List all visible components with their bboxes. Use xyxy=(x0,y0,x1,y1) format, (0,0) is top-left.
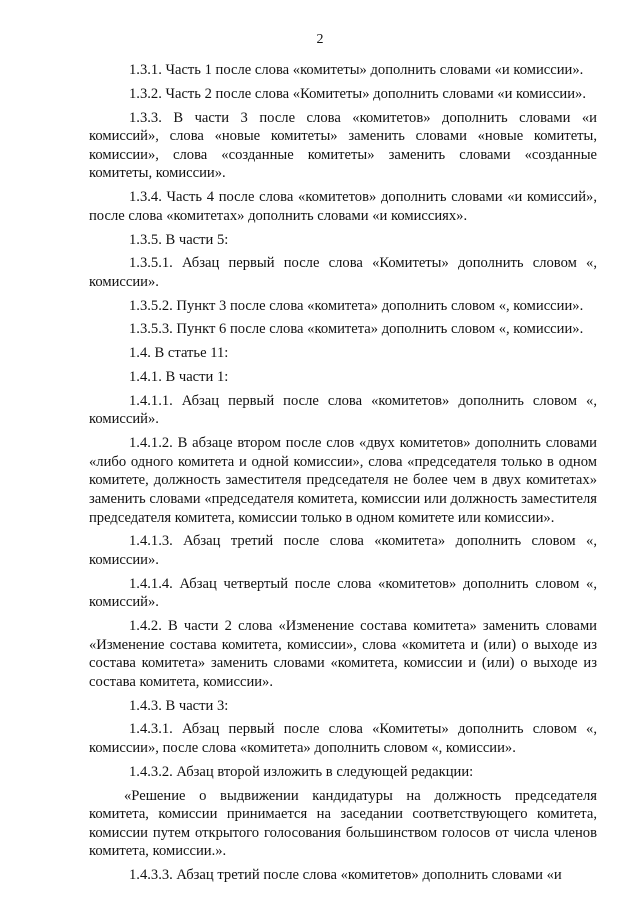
paragraph: 1.3.5.3. Пункт 6 после слова «комитета» дополнить словом «, комиссии». xyxy=(129,321,584,338)
paragraph: 1.3.5. В части 5: xyxy=(129,231,229,248)
paragraph: 1.4.3. В части 3: xyxy=(129,697,229,714)
paragraph: 1.4.3.2. Абзац второй изложить в следующей редакции: xyxy=(129,763,474,780)
page-number: 2 xyxy=(316,32,324,47)
paragraph: 1.3.2. Часть 2 после слова «Комитеты» дополнить словами «и комиссии». xyxy=(129,85,586,102)
paragraph: 1.4.3.3. Абзац третий после слова «комитетов» дополнить словами «и xyxy=(129,867,562,884)
paragraph: 1.3.5.2. Пункт 3 после слова «комитета» дополнить словом «, комиссии». xyxy=(129,297,584,314)
paragraph: 1.4.3.1. Абзац первый после слова «Комитеты» дополнить словом «, комиссии», после слова «комитета» дополнить словом «, комиссии». xyxy=(89,721,597,756)
paragraph: 1.4.1.3. Абзац третий после слова «комитета» дополнить словом «, комиссии». xyxy=(89,533,597,568)
paragraph: 1.4.2. В части 2 слова «Изменение состава комитета» заменить словами «Изменение состава комитета, комиссии», слова «комитета и (или) о выходе из состава комитета» заменить словами «комитета, комиссии и (или) о выходе из состава комитета, комиссии». xyxy=(89,618,597,690)
paragraph: 1.4.1. В части 1: xyxy=(129,369,229,385)
paragraph: 1.3.1. Часть 1 после слова «комитеты» дополнить словами «и комиссии». xyxy=(129,62,584,78)
paragraph: 1.4.1.1. Абзац первый после слова «комитетов» дополнить словом «, комиссий». xyxy=(89,392,597,428)
paragraph: 1.4. В статье 11: xyxy=(129,345,229,362)
paragraph: 1.4.1.2. В абзаце втором после слов «двух комитетов» дополнить словами «либо одного комитета и одной комиссии», слова «председателя только в одном комитете, должность заместителя председателя не более чем в двух комитетах» заменить словами «председателя комитета, комиссии или должность заместителя председателя комитета, комиссии только в одном комитете или комиссии». xyxy=(89,435,597,526)
paragraph: 1.3.3. В части 3 после слова «комитетов» дополнить словами «и комиссий», слова «новые комитеты» заменить словами «новые комитеты, комиссии», слова «созданные комитеты» заменить словами «созданные комитеты, комиссии». xyxy=(89,109,597,182)
paragraph: 1.3.4. Часть 4 после слова «комитетов» дополнить словами «и комиссий», после слова «комитетах» дополнить словами «и комиссиях». xyxy=(89,189,597,224)
document-body xyxy=(89,61,597,885)
paragraph: 1.3.5.1. Абзац первый после слова «Комитеты» дополнить словом «, комиссии». xyxy=(89,255,597,290)
quoted-paragraph: «Решение о выдвижении кандидатуры на должность председателя комитета, комиссии принимается на заседании соответствующего комитета, комиссии путем открытого голосования большинством голосов от числа членов комитета, комиссии.». xyxy=(89,787,597,860)
paragraph: 1.4.1.4. Абзац четвертый после слова «комитетов» дополнить словом «, комиссий». xyxy=(89,575,597,611)
